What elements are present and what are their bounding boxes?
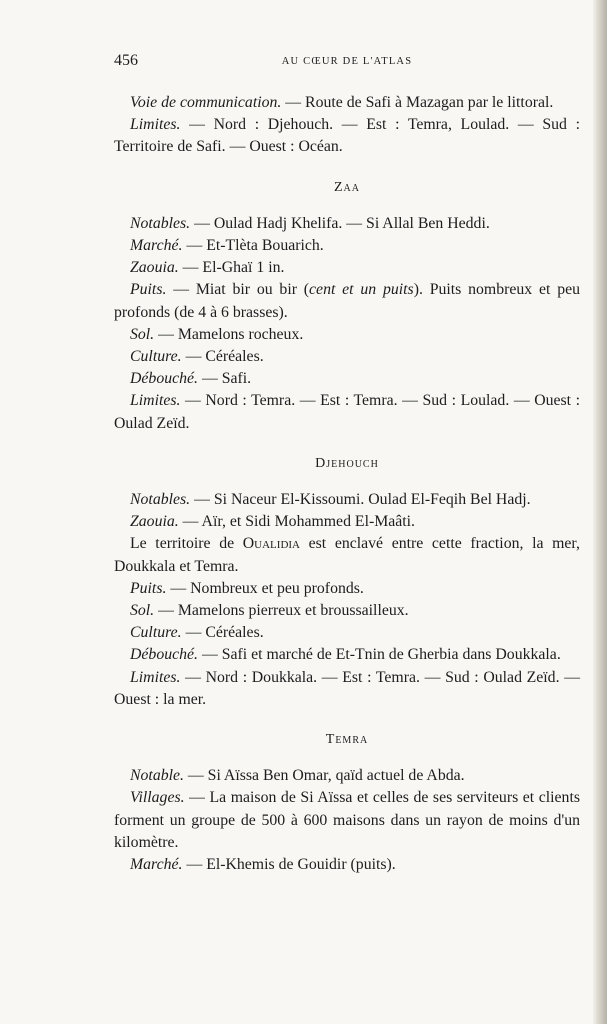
entry-text: — Safi et marché de Et-Tnin de Gherbia dans Doukkala. — [198, 646, 561, 664]
entry-label: Notables. — [130, 214, 191, 232]
entry-text: — Céréales. — [181, 624, 264, 642]
entry-label: Notables. — [130, 491, 191, 509]
entry-text: — Safi. — [198, 370, 252, 388]
entry-italic-gloss: cent et un puits — [309, 281, 414, 299]
entry-label: Zaouia. — [130, 513, 179, 531]
entry-label: Voie de communication. — [130, 94, 282, 111]
entry-text-prefix: Le territoire de — [130, 535, 243, 553]
entry-text: est enclavé entre cette fraction, la mer, Doukkala et Temra. — [114, 535, 580, 575]
entry-text: — Et-Tlèta Bouarich. — [182, 237, 324, 255]
entry-paragraph — [114, 324, 580, 346]
entry-paragraph — [114, 667, 580, 711]
running-title: AU CŒUR DE L'ATLAS — [281, 56, 413, 67]
entry-label: Zaouia. — [130, 259, 179, 277]
entry-paragraph — [114, 854, 580, 876]
entry-paragraph — [114, 787, 580, 854]
entry-text: — Si Aïssa Ben Omar, qaïd actuel de Abda. — [183, 767, 465, 785]
entry-label: Limites. — [130, 392, 181, 410]
entry-text: ). Puits nombreux et peu profonds (de 4 à 6 brasses). — [114, 281, 580, 321]
entry-text: — Nord : Djehouch. — Est : Temra, Loulad. — Sud : Territoire de Safi. — Ouest : Océan. — [114, 116, 580, 156]
entry-text: — Nord : Doukkala. — Est : Temra. — Sud : Oulad Zeïd. — Ouest : la mer. — [114, 668, 580, 708]
page-header — [114, 52, 580, 76]
entry-text: — Si Naceur El-Kissoumi. Oulad El-Feqih Bel Hadj. — [190, 491, 531, 509]
entry-label: Villages. — [130, 789, 185, 807]
entry-text: — El-Khemis de Gouidir (puits). — [182, 856, 396, 874]
section-heading: Temra — [325, 732, 369, 748]
page-body — [114, 92, 580, 876]
entry-paragraph — [114, 346, 580, 368]
entry-paragraph — [114, 213, 580, 235]
entry-text: — El-Ghaï 1 in. — [178, 259, 285, 277]
entry-label: Sol. — [130, 602, 155, 620]
entry-text: — Nord : Temra. — Est : Temra. — Sud : Loulad. — Ouest : Oulad Zeïd. — [114, 392, 580, 432]
entry-paragraph — [114, 114, 580, 158]
entry-paragraph — [114, 578, 580, 600]
entry-paragraph — [114, 644, 580, 666]
entry-label: Marché. — [130, 237, 183, 255]
entry-paragraph — [114, 390, 580, 434]
entry-text: — La maison de Si Aïssa et celles de ses serviteurs et clients forment un groupe de 500 à 600 maisons dans un rayon de moins d'un kilomètre. — [114, 789, 580, 851]
entry-label: Culture. — [130, 348, 182, 366]
entry-label: Sol. — [130, 325, 155, 343]
entry-label: Débouché. — [130, 646, 198, 664]
entry-text: — Nombreux et peu profonds. — [166, 579, 364, 597]
section-heading: Djehouch — [315, 455, 379, 471]
entry-paragraph — [114, 489, 580, 511]
entry-label: Débouché. — [130, 370, 198, 388]
entry-paragraph — [114, 279, 580, 323]
entry-label: Culture. — [130, 624, 182, 642]
entry-paragraph — [114, 622, 580, 644]
page-edge-shadow — [593, 0, 607, 1024]
entry-label: Notable. — [130, 767, 184, 785]
entry-text: — Mamelons rocheux. — [154, 325, 304, 343]
entry-smallcaps-name: Oualidia — [242, 535, 300, 553]
entry-paragraph — [114, 235, 580, 257]
entry-text: — Aïr, et Sidi Mohammed El-Maâti. — [178, 513, 416, 531]
page-number: 456 — [114, 52, 138, 69]
entry-paragraph — [114, 600, 580, 622]
entry-text: — Céréales. — [181, 348, 264, 366]
entry-text: — Route de Safi à Mazagan par le littoral. — [281, 94, 554, 111]
entry-paragraph — [114, 511, 580, 533]
entry-text-prefix: — Miat bir ou bir ( — [166, 281, 310, 299]
entry-text: — Mamelons pierreux et broussailleux. — [154, 602, 409, 620]
entry-paragraph — [114, 368, 580, 390]
entry-paragraph — [114, 257, 580, 279]
entry-paragraph — [114, 92, 580, 114]
entry-label: Puits. — [130, 579, 167, 597]
section-heading: Zaa — [334, 179, 360, 195]
entry-label: Limites. — [130, 668, 181, 686]
entry-label: Puits. — [130, 281, 167, 299]
entry-paragraph — [114, 533, 580, 577]
entry-paragraph — [114, 765, 580, 787]
entry-label: Marché. — [130, 856, 183, 874]
entry-label: Limites. — [130, 116, 181, 134]
entry-text: — Oulad Hadj Khelifa. — Si Allal Ben Heddi. — [190, 214, 490, 232]
